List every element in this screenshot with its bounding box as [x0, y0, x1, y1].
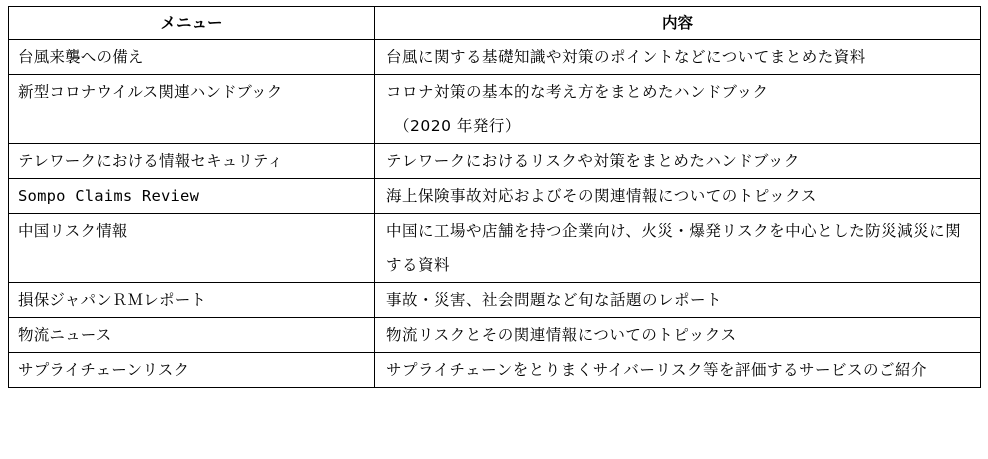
- menu-cell: 物流ニュース: [9, 318, 375, 353]
- content-text: コロナ対策の基本的な考え方をまとめたハンドブック: [386, 83, 769, 101]
- content-cell: 物流リスクとその関連情報についてのトピックス: [375, 318, 981, 353]
- table-row: [9, 353, 981, 388]
- menu-cell: 損保ジャパンＲＭレポート: [9, 283, 375, 318]
- menu-cell: 新型コロナウイルス関連ハンドブック: [9, 75, 375, 144]
- content-cell: テレワークにおけるリスクや対策をまとめたハンドブック: [375, 144, 981, 179]
- menu-cell: 中国リスク情報: [9, 214, 375, 283]
- content-cell: 台風に関する基礎知識や対策のポイントなどについてまとめた資料: [375, 40, 981, 75]
- table-row: [9, 179, 981, 214]
- menu-content-table: [8, 6, 981, 388]
- table-row: [9, 283, 981, 318]
- table-row: [9, 75, 981, 144]
- header-content: 内容: [375, 7, 981, 40]
- content-cell: サプライチェーンをとりまくサイバーリスク等を評価するサービスのご紹介: [375, 353, 981, 388]
- table-row: [9, 144, 981, 179]
- content-cell: 中国に工場や店舗を持つ企業向け、火災・爆発リスクを中心とした防災減災に関する資料: [375, 214, 981, 283]
- table-row: [9, 40, 981, 75]
- content-note: （2020 年発行）: [394, 117, 521, 135]
- menu-cell: サプライチェーンリスク: [9, 353, 375, 388]
- menu-cell: 台風来襲への備え: [9, 40, 375, 75]
- menu-cell: Sompo Claims Review: [9, 179, 375, 214]
- content-cell: 事故・災害、社会問題など旬な話題のレポート: [375, 283, 981, 318]
- table-row: [9, 318, 981, 353]
- header-menu: メニュー: [9, 7, 375, 40]
- content-cell: [375, 75, 981, 144]
- menu-cell: テレワークにおける情報セキュリティ: [9, 144, 375, 179]
- content-cell: 海上保険事故対応およびその関連情報についてのトピックス: [375, 179, 981, 214]
- table-row: [9, 214, 981, 283]
- table-header-row: [9, 7, 981, 40]
